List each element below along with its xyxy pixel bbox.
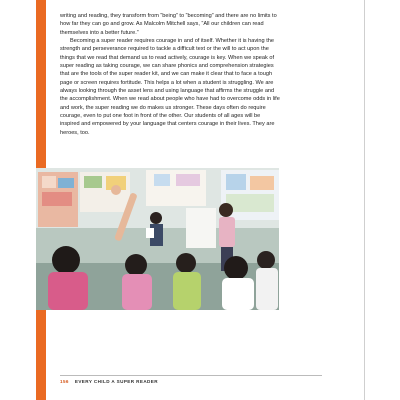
footer-rule <box>60 375 322 376</box>
paragraph-2: Becoming a super reader requires courage in and of itself. Whether it is having the strength and perseverance required to tackle a difficult text or the will to act upon the things that we read that demand us to read actively, courage is key. When we speak of super reading as taking courage, we can share phonics and comprehension strategies that are the tools of the super reader kit, and we can make it clear that to face a tough page or screen requires fortitude. This helps a lot when a student is struggling. We are always looking through the asset lens and using language that affirms the struggle and the accomplishment. When we read about people who have had to overcome odds in life and work, the super reading we do makes us stronger. These days often do require courage, even to put one foot in front of the other. Our students of all ages will be inspired and empowered by your language that centers courage in their lives. They are heroes, too. <box>60 38 280 136</box>
paragraph-1: writing and reading, they transform from “being” to “becoming” and there are no limits to how far they can go and grow. As Malcolm Mitchell says, “All our children can read themselves into a better future.” <box>60 13 277 36</box>
body-text <box>60 12 280 137</box>
running-title: EVERY CHILD A SUPER READER <box>74 379 158 384</box>
page-number: 156 <box>60 379 69 384</box>
running-footer <box>60 379 158 384</box>
classroom-illustration <box>36 168 279 310</box>
classroom-photo <box>36 168 279 310</box>
